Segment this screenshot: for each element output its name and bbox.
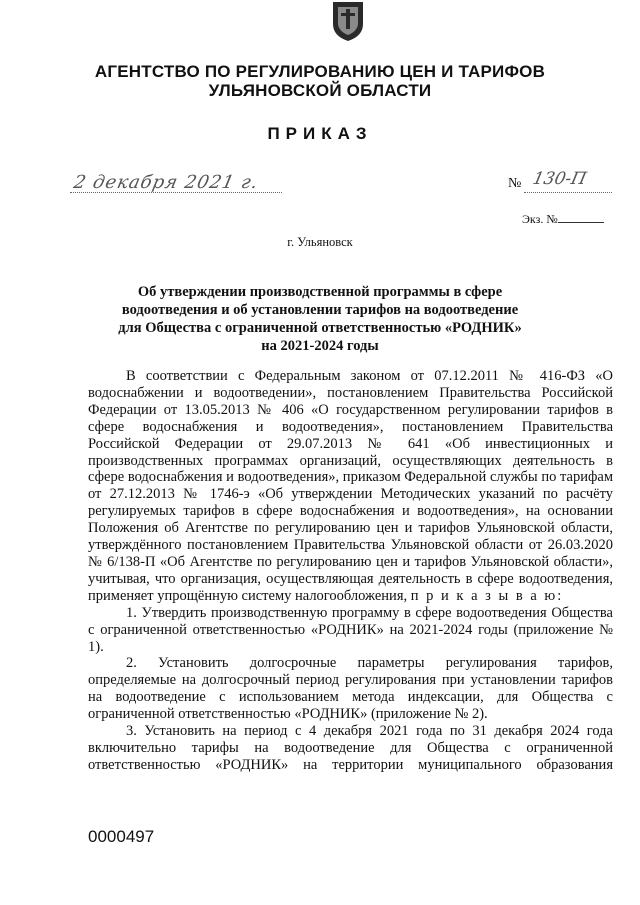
order-body xyxy=(88,368,613,774)
subject-line: для Общества с ограниченной ответственностью «РОДНИК» xyxy=(118,320,522,336)
copy-number-label: Экз. № xyxy=(522,212,558,226)
handwritten-order-number: 130-П xyxy=(530,169,589,189)
coat-of-arms-emblem xyxy=(330,0,366,42)
agency-name-line1: АГЕНТСТВО ПО РЕГУЛИРОВАНИЮ ЦЕН И ТАРИФОВ xyxy=(94,62,546,81)
copy-number xyxy=(522,212,604,227)
order-item-2: 2. Установить долгосрочные параметры регулирования тарифов, определяемые на долгосрочный период регулирования при установлении тарифов на водоотведение с использованием метода индексации, для Общества с ограниченной ответственностью «РОДНИК» (приложение № 2). xyxy=(88,655,613,723)
order-item-1: 1. Утвердить производственную программу в сфере водоотведения Общества с ограниченной ответственностью «РОДНИК» на 2021-2024 годы (приложение № 1). xyxy=(88,604,613,655)
agency-name-line2: УЛЬЯНОВСКОЙ ОБЛАСТИ xyxy=(208,81,432,100)
subject-line: водоотведения и об установлении тарифов на водоотведение xyxy=(121,302,519,318)
order-item-3: 3. Установить на период с 4 декабря 2021 года по 31 декабря 2024 года включительно тарифы на водоотведение для Общества с ограниченной ответственностью «РОДНИК» на территории муниципального образования xyxy=(88,723,613,773)
copy-number-blank xyxy=(558,222,604,223)
document-type-title: ПРИКАЗ xyxy=(267,124,373,143)
subject-line: Об утверждении производственной программы в сфере xyxy=(137,284,503,300)
document-code: 0000497 xyxy=(88,827,155,846)
date-underline xyxy=(70,192,282,193)
order-word: п р и к а з ы в а ю: xyxy=(410,587,564,604)
preamble-paragraph xyxy=(88,368,613,605)
order-number-label: № xyxy=(508,176,522,191)
city-name: г. Ульяновск xyxy=(287,235,353,249)
preamble-text: В соответствии с Федеральным законом от 07.12.2011 № 416-ФЗ «О водоснабжении и водоотведении», постановлением Правительства Российской Федерации от 13.05.2013 № 406 «О государственном регулировании тарифов в сфере водоснабжения и водоотведения», постановлением Правительства Российской Федерации от 29.07.2013 № 641 «Об инвестиционных и производственных программах организаций, осуществляющих деятельность в сфере водоснабжения и водоотведения», приказом Федеральной службы по тарифам от 27.12.2013 № 1746-э «Об утверждении Методических указаний по расчёту регулируемых тарифов в сфере водоснабжения и водоотведения», на основании Положения об Агентстве по регулированию цен и тарифов Ульяновской области, утверждённого постановлением Правительства Ульяновской области от 26.03.2020 № 6/138-П «Об Агентстве по регулированию цен и тарифов Ульяновской области», учитывая, что организация, осуществляющая деятельность в сфере водоотведения, применяет упрощённую систему налогообложения, xyxy=(88,368,613,604)
handwritten-date: 2 декабря 2021 г. xyxy=(71,172,261,193)
subject-line: на 2021-2024 годы xyxy=(261,338,379,354)
order-subject xyxy=(100,283,540,355)
number-underline xyxy=(524,192,612,193)
